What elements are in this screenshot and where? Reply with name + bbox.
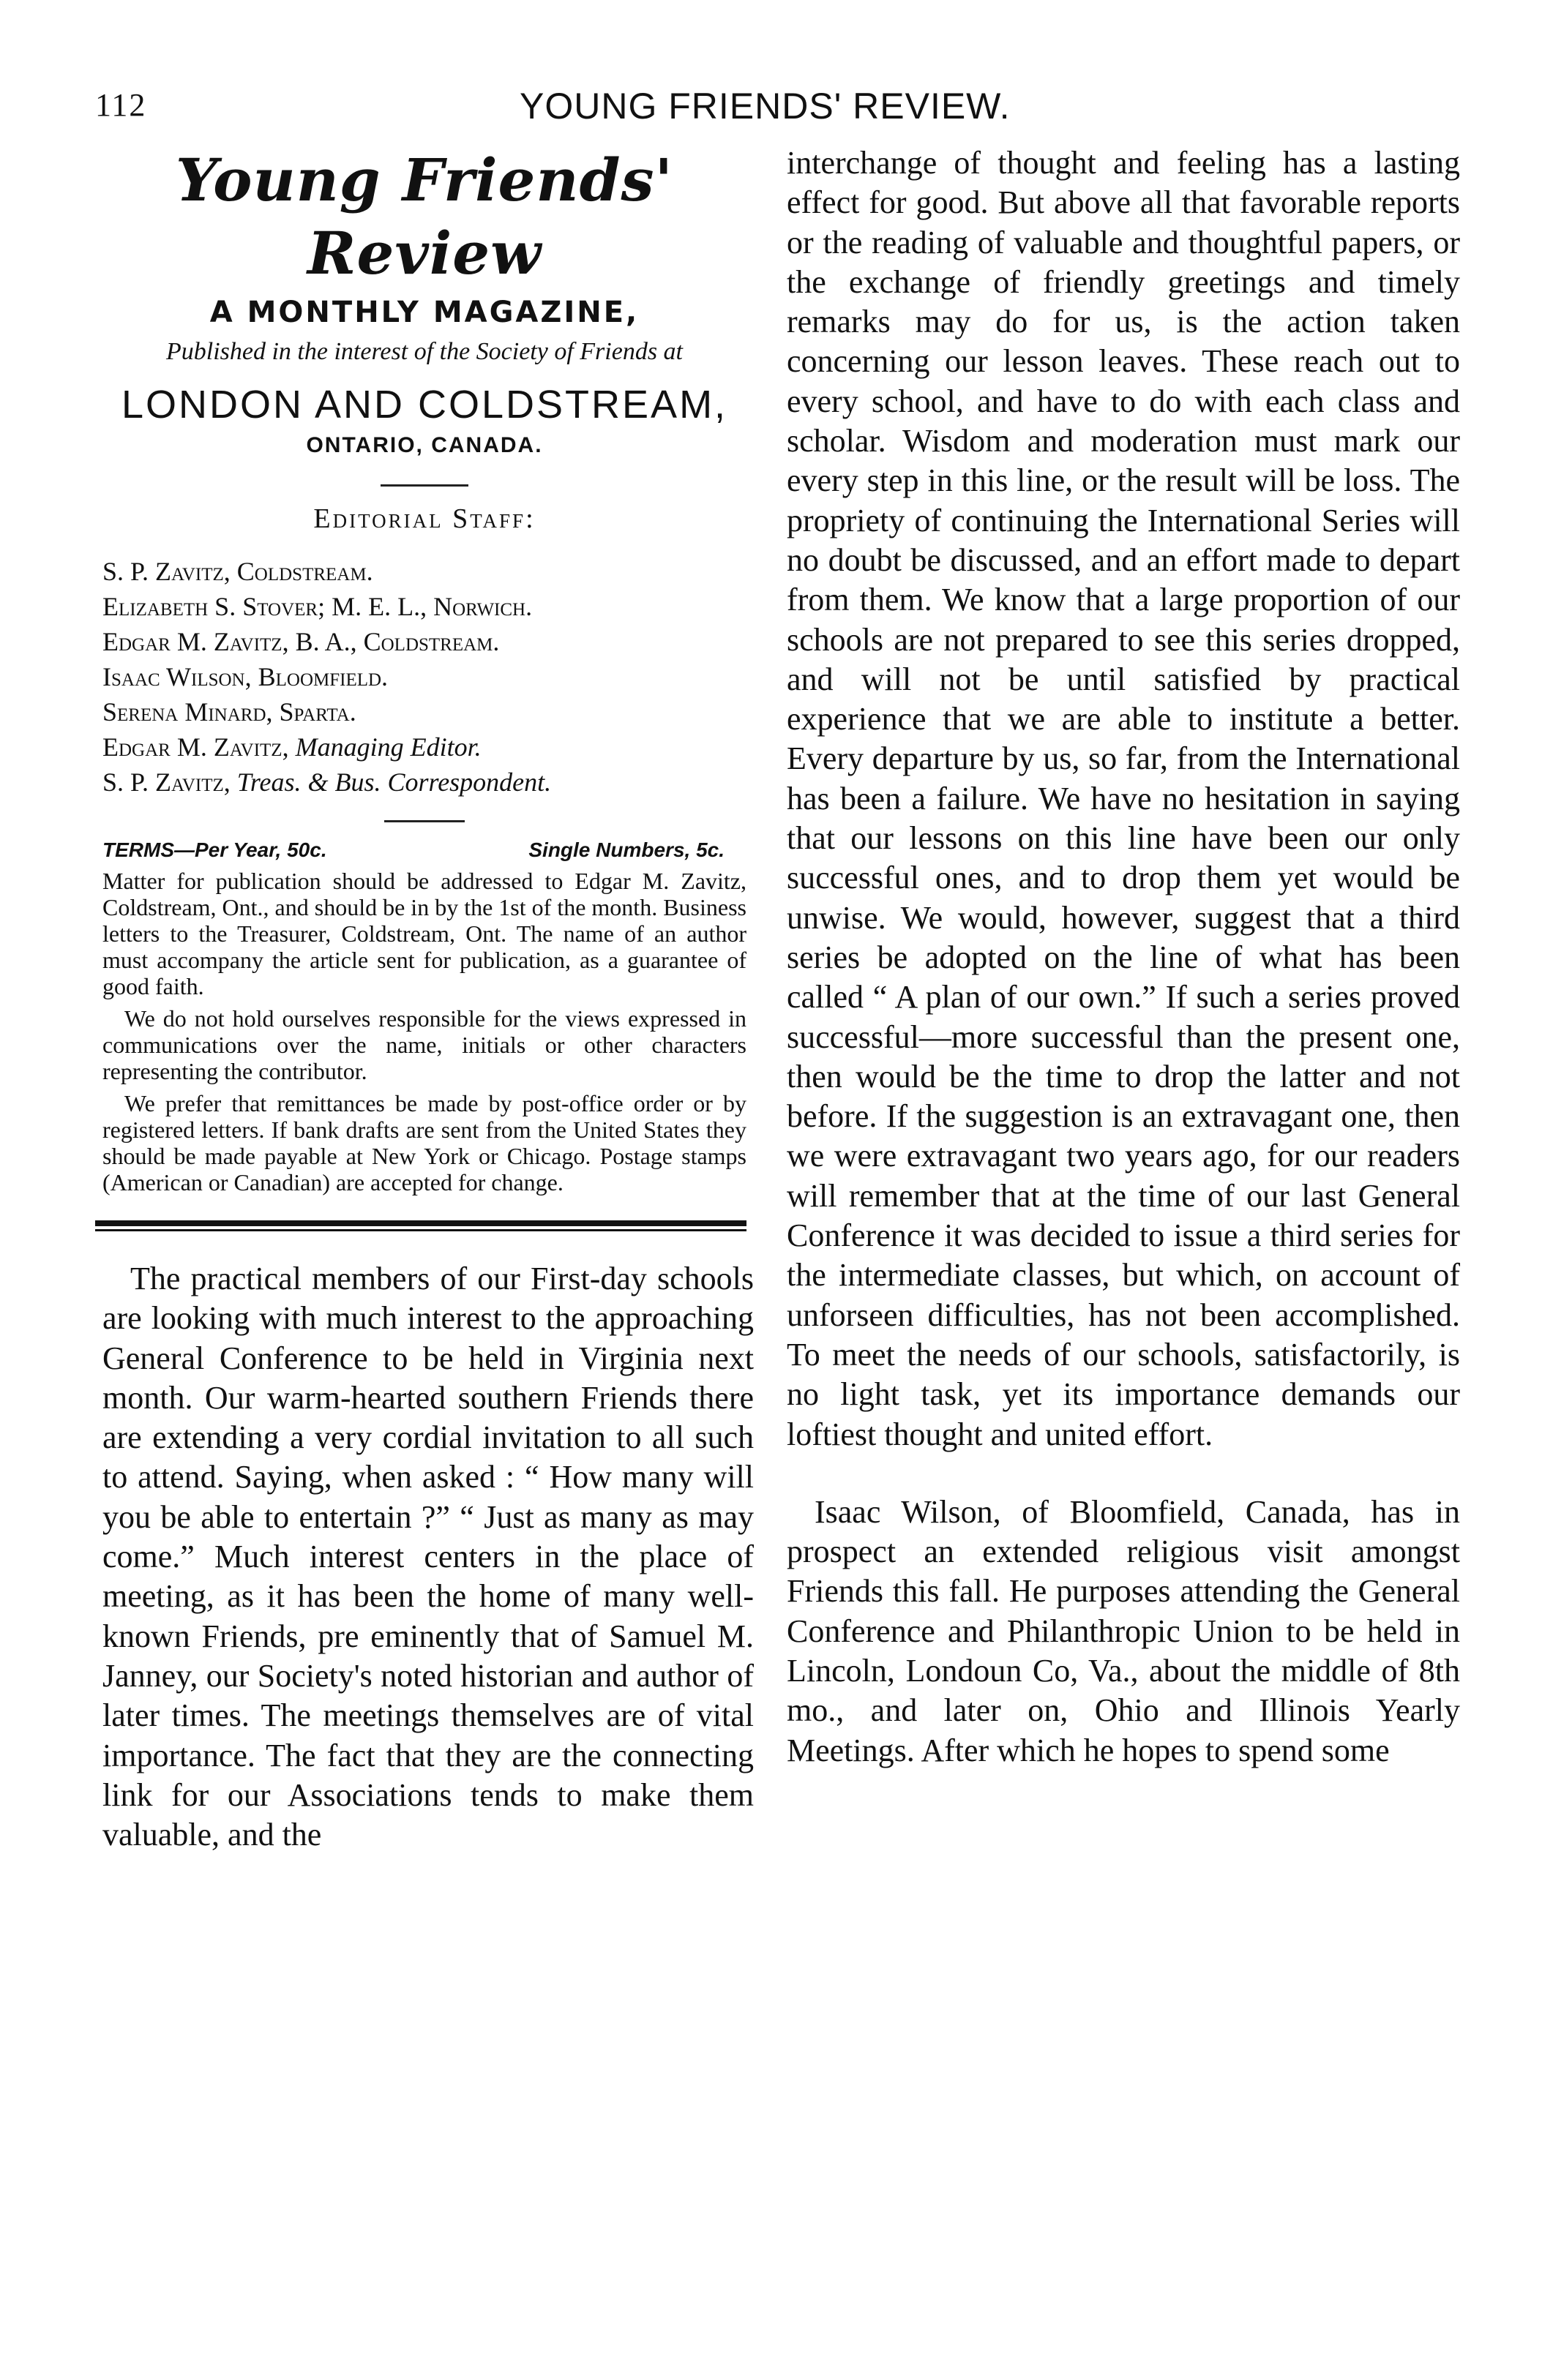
section-rule: [95, 1220, 746, 1231]
masthead-subtitle: A MONTHLY MAGAZINE,: [209, 296, 640, 329]
staff-member: Isaac Wilson, Bloomfield.: [102, 662, 389, 691]
staff-member: S. P. Zavitz, Treas. & Bus. Correspondent.: [102, 767, 552, 797]
left-column: [95, 143, 754, 1855]
divider: [381, 484, 468, 487]
divider: [384, 820, 465, 822]
masthead-place-sub: ONTARIO, CANADA.: [306, 433, 543, 457]
staff-member: Serena Minard, Sparta.: [102, 697, 356, 727]
terms-per-year: TERMS—Per Year, 50c.: [102, 838, 327, 861]
published-line: Published in the interest of the Society of Friends at: [166, 338, 683, 365]
staff-heading: Editorial Staff:: [313, 503, 536, 534]
notice-paragraph: We do not hold ourselves responsible for the views expressed in communications over the name, initials or other characters representing the contributor.: [102, 1005, 746, 1084]
staff-member: Edgar M. Zavitz, B. A., Coldstream.: [102, 627, 500, 656]
terms-single: Single Numbers, 5c.: [528, 838, 725, 861]
staff-member: Edgar M. Zavitz, Managing Editor.: [102, 732, 482, 762]
masthead-title: Young Friends' Review: [175, 146, 674, 288]
page-number: 112: [95, 87, 147, 123]
article-paragraph: interchange of thought and feeling has a lasting effect for good. But above all that favorable reports or the reading of valuable and thoughtful papers, or the exchange of friendly greetings and timely remarks may do for us, is the action taken concerning our lesson leaves. These reach out to every school, and have to do with each class and scholar. Wisdom and moderation must mark our every step in this line, or the result will be loss. The propriety of continuing the International Series will no doubt be discussed, and an effort made to depart from them. We know that a large proportion of our schools are not prepared to see this series dropped, and will not be until satisfied by practical experience that we are able to institute a better. Every departure by us, so far, from the International has been a failure. We have no hesitation in saying that our lessons on this line have been our only successful ones, and to drop them yet would be unwise. We would, however, suggest that a third series be adopted on the line of what has been called “ A plan of our own.” If such a series proved successful—more successful than the present one, then would be the time to drop the latter and not before. If the suggestion is an extravagant one, then we were extravagant two years ago, for our readers will remember that at the time of our last General Conference it was decided to issue a third series for the intermediate classes, but which, on account of unforseen difficulties, has not been accomplished. To meet the needs of our schools, satisfactorily, is no light task, yet its importance demands our loftiest thought and united effort.: [787, 145, 1460, 1452]
page-header: [95, 79, 1471, 138]
article-paragraph: Isaac Wilson, of Bloomfield, Canada, has in prospect an extended religious visit amongst Friends this fall. He purposes attending the General Conference and Philanthropic Union to be held in Lincoln, Londoun Co, Va., about the middle of 8th mo., and later on, Ohio and Illinois Yearly Meetings. After which he hopes to spend some: [787, 1493, 1460, 1768]
terms-line: [95, 838, 754, 862]
article-paragraph: The practical members of our First-day schools are looking with much interest to the approaching General Conference to be held in Virginia next month. Our warm-hearted southern Friends there are extending a very cordial invitation to all such to attend. Saying, when asked : “ How many will you be able to entertain ?” “ Just as many as may come.” Much interest centers in the place of meeting, as it has been the home of many well-known Friends, pre eminently that of Samuel M. Janney, our Society's noted historian and author of later times. The meetings themselves are of vital importance. The fact that they are the connecting link for our Associations tends to make them valuable, and the: [102, 1261, 754, 1853]
running-title: YOUNG FRIENDS' REVIEW.: [520, 86, 1011, 127]
masthead-place: LONDON AND COLDSTREAM,: [121, 383, 728, 427]
staff-member: S. P. Zavitz, Coldstream.: [102, 557, 373, 586]
staff-role: Managing Editor.: [295, 732, 482, 762]
staff-list: [95, 554, 754, 800]
right-column: [787, 143, 1460, 1771]
staff-member: Elizabeth S. Stover; M. E. L., Norwich.: [102, 592, 533, 621]
notice-paragraph: We prefer that remittances be made by post-office order or by registered letters. If bank drafts are sent from the United States they should be made payable at New York or Chicago. Postage stamps (American or Canadian) are accepted for change.: [102, 1090, 746, 1195]
staff-role: Treas. & Bus. Correspondent.: [236, 767, 552, 797]
notice-paragraph: Matter for publication should be addressed to Edgar M. Zavitz, Coldstream, Ont., and should be in by the 1st of the month. Business letters to the Treasurer, Coldstream, Ont. The name of an author must accompany the article sent for publication, as a guarantee of good faith.: [102, 868, 746, 999]
